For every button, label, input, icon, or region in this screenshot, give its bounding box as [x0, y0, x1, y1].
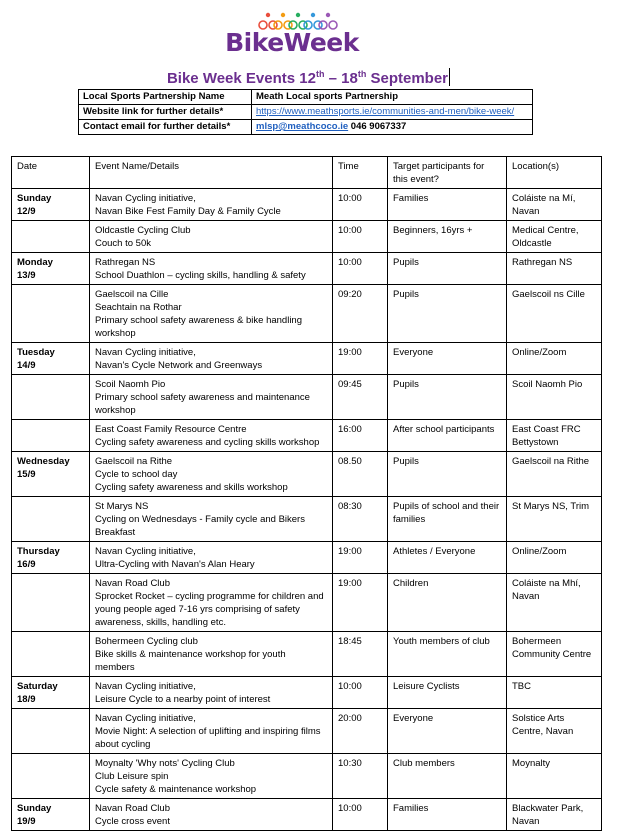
event-time-cell — [333, 221, 388, 253]
event-details-line: Couch to 50k — [95, 238, 151, 249]
event-details-cell — [90, 632, 333, 677]
event-location-line: Online/Zoom — [512, 347, 567, 358]
event-time-cell — [333, 452, 388, 497]
event-details-cell — [90, 574, 333, 632]
event-location-cell — [507, 497, 602, 542]
event-date-line: 16/9 — [17, 559, 36, 570]
event-target-cell — [388, 221, 507, 253]
event-details-line: Primary school safety awareness & bike handling workshop — [95, 315, 302, 339]
event-details-line: Navan Cycling initiative, — [95, 347, 196, 358]
event-location-line: St Marys NS, Trim — [512, 501, 590, 512]
event-location-line: Navan — [512, 591, 540, 602]
event-time-cell — [333, 497, 388, 542]
event-date-cell — [12, 754, 90, 799]
event-details-cell — [90, 253, 333, 285]
event-location-cell — [507, 574, 602, 632]
event-location-line: Blackwater Park, — [512, 803, 584, 814]
event-target: Beginners, 16yrs + — [393, 225, 473, 236]
event-time: 09:45 — [338, 379, 362, 390]
event-details-line: Primary school safety awareness and maintenance workshop — [95, 392, 310, 416]
event-time: 08.50 — [338, 456, 362, 467]
event-target-cell — [388, 632, 507, 677]
event-details-line: Leisure Cycle to a nearby point of interest — [95, 694, 271, 705]
event-time: 10:30 — [338, 758, 362, 769]
header-target: Target participants for this event? — [388, 157, 507, 189]
event-date-line: 12/9 — [17, 206, 36, 217]
event-time: 08:30 — [338, 501, 362, 512]
event-time-cell — [333, 253, 388, 285]
event-details-line: Sprocket Rocket – cycling programme for children and young people aged 7-16 yrs comprising of safety awareness, skills, handling etc. — [95, 591, 324, 628]
event-target-cell — [388, 343, 507, 375]
event-location-cell — [507, 420, 602, 452]
event-target: Athletes / Everyone — [393, 546, 476, 557]
event-target: Pupils of school and their families — [393, 501, 500, 525]
event-location-cell — [507, 285, 602, 343]
event-date-line: 15/9 — [17, 469, 36, 480]
table-row — [12, 343, 602, 375]
table-row — [12, 189, 602, 221]
event-details-cell — [90, 677, 333, 709]
event-details-line: Bohermeen Cycling club — [95, 636, 198, 647]
event-location-cell — [507, 343, 602, 375]
event-details-line: Navan Cycling initiative, — [95, 546, 196, 557]
event-date-cell — [12, 189, 90, 221]
event-target-cell — [388, 189, 507, 221]
event-time-cell — [333, 709, 388, 754]
event-location-line: Navan — [512, 816, 540, 827]
header-time: Time — [333, 157, 388, 189]
event-details-line: Gaelscoil na Cille — [95, 289, 169, 300]
event-target: Pupils — [393, 257, 419, 268]
event-details-line: Cycle cross event — [95, 816, 170, 827]
header-date: Date — [12, 157, 90, 189]
header-location: Location(s) — [507, 157, 602, 189]
event-target-cell — [388, 253, 507, 285]
event-details-line: Gaelscoil na Rithe — [95, 456, 173, 467]
event-details-cell — [90, 497, 333, 542]
event-target-cell — [388, 285, 507, 343]
info-row-name — [79, 90, 533, 105]
header-event: Event Name/Details — [90, 157, 333, 189]
event-target: Everyone — [393, 713, 434, 724]
event-location-cell — [507, 221, 602, 253]
event-time: 19:00 — [338, 546, 362, 557]
event-time: 19:00 — [338, 347, 362, 358]
event-date-cell — [12, 709, 90, 754]
event-time: 19:00 — [338, 578, 362, 589]
event-date-line: Sunday — [17, 803, 52, 814]
event-details-line: Navan Bike Fest Family Day & Family Cycle — [95, 206, 281, 217]
event-date-cell — [12, 632, 90, 677]
event-details-cell — [90, 221, 333, 253]
event-target-cell — [388, 375, 507, 420]
event-date-line: Wednesday — [17, 456, 70, 467]
event-time-cell — [333, 189, 388, 221]
event-target-cell — [388, 452, 507, 497]
event-location-line: Solstice Arts Centre, Navan — [512, 713, 574, 737]
text-cursor — [449, 68, 450, 86]
logo-wordmark: BikeWeek — [225, 28, 359, 57]
event-location-cell — [507, 542, 602, 574]
event-target: Leisure Cyclists — [393, 681, 460, 692]
event-details-cell — [90, 420, 333, 452]
event-time-cell — [333, 574, 388, 632]
event-location-cell — [507, 452, 602, 497]
event-details-line: Navan Cycling initiative, — [95, 193, 196, 204]
event-time: 18:45 — [338, 636, 362, 647]
table-row — [12, 375, 602, 420]
event-location-line: Bohermeen Community Centre — [512, 636, 592, 660]
event-location-line: Bettystown — [512, 437, 559, 448]
event-details-cell — [90, 285, 333, 343]
event-target: After school participants — [393, 424, 495, 435]
event-details-line: East Coast Family Resource Centre — [95, 424, 247, 435]
event-time: 10:00 — [338, 225, 362, 236]
event-location-line: Gaelscoil ns Cille — [512, 289, 585, 300]
event-date-line: 14/9 — [17, 360, 36, 371]
event-details-line: Cycling safety awareness and skills workshop — [95, 482, 288, 493]
event-target: Pupils — [393, 289, 419, 300]
event-details-line: Navan Cycling initiative, — [95, 713, 196, 724]
event-target: Children — [393, 578, 429, 589]
event-time-cell — [333, 542, 388, 574]
event-details-line: Rathregan NS — [95, 257, 156, 268]
event-target: Youth members of club — [393, 636, 490, 647]
table-row — [12, 677, 602, 709]
table-row — [12, 285, 602, 343]
event-location-line: Online/Zoom — [512, 546, 567, 557]
table-row — [12, 497, 602, 542]
event-location-cell — [507, 253, 602, 285]
event-details-line: Seachtain na Rothar — [95, 302, 182, 313]
event-date-cell — [12, 677, 90, 709]
event-target: Families — [393, 193, 429, 204]
event-target-cell — [388, 677, 507, 709]
event-time-cell — [333, 285, 388, 343]
event-details-cell — [90, 343, 333, 375]
event-details-line: Cycle safety & maintenance workshop — [95, 784, 257, 795]
event-target: Pupils — [393, 456, 419, 467]
event-date-cell — [12, 542, 90, 574]
info-row-contact — [79, 120, 533, 135]
event-details-line: Ultra-Cycling with Navan's Alan Heary — [95, 559, 255, 570]
table-row — [12, 253, 602, 285]
event-location-cell — [507, 632, 602, 677]
event-details-line: Cycling on Wednesdays - Family cycle and Bikers Breakfast — [95, 514, 305, 538]
event-location-cell — [507, 189, 602, 221]
event-date-line: 19/9 — [17, 816, 36, 827]
event-time: 10:00 — [338, 803, 362, 814]
event-location-line: Scoil Naomh Pio — [512, 379, 583, 390]
partnership-name: Meath Local sports Partnership — [252, 90, 533, 105]
website-link[interactable]: https://www.meathsports.ie/communities-and-men/bike-week/ — [256, 106, 515, 117]
event-details-cell — [90, 452, 333, 497]
event-location-line: Coláiste na Mí, — [512, 193, 576, 204]
event-date-cell — [12, 497, 90, 542]
table-row — [12, 221, 602, 253]
event-target-cell — [388, 542, 507, 574]
event-time-cell — [333, 632, 388, 677]
event-details-line: Scoil Naomh Pio — [95, 379, 166, 390]
event-location-cell — [507, 709, 602, 754]
contact-phone: 046 9067337 — [348, 121, 407, 132]
event-location-line: Oldcastle — [512, 238, 552, 249]
info-label: Contact email for further details* — [79, 120, 252, 135]
event-time-cell — [333, 677, 388, 709]
event-date-line: 13/9 — [17, 270, 36, 281]
event-location-line: TBC — [512, 681, 531, 692]
event-target-cell — [388, 497, 507, 542]
event-location-cell — [507, 754, 602, 799]
event-location-line: East Coast FRC — [512, 424, 581, 435]
event-date-line: Sunday — [17, 193, 52, 204]
event-date-cell — [12, 221, 90, 253]
event-location-line: Medical Centre, — [512, 225, 579, 236]
event-date-line: Monday — [17, 257, 53, 268]
events-header-row — [12, 157, 602, 189]
event-time: 09:20 — [338, 289, 362, 300]
event-details-line: Navan's Cycle Network and Greenways — [95, 360, 263, 371]
event-time-cell — [333, 375, 388, 420]
event-time: 16:00 — [338, 424, 362, 435]
table-row — [12, 709, 602, 754]
event-details-line: Moynalty 'Why nots' Cycling Club — [95, 758, 235, 769]
event-time-cell — [333, 420, 388, 452]
event-details-line: Cycling safety awareness and cycling skills workshop — [95, 437, 320, 448]
event-time: 10:00 — [338, 257, 362, 268]
event-date-cell — [12, 285, 90, 343]
event-time: 10:00 — [338, 681, 362, 692]
table-row — [12, 420, 602, 452]
event-target: Pupils — [393, 379, 419, 390]
event-target: Everyone — [393, 347, 434, 358]
table-row — [12, 632, 602, 677]
event-target: Families — [393, 803, 429, 814]
info-label: Local Sports Partnership Name — [79, 90, 252, 105]
event-details-line: Movie Night: A selection of uplifting and inspiring films about cycling — [95, 726, 321, 750]
event-location-line: Coláiste na Mhí, — [512, 578, 581, 589]
event-location-cell — [507, 375, 602, 420]
page-title: Bike Week Events 12th – 18th September — [166, 69, 449, 87]
event-date-cell — [12, 420, 90, 452]
event-details-cell — [90, 754, 333, 799]
event-details-line: Club Leisure spin — [95, 771, 169, 782]
info-row-website — [79, 105, 533, 120]
event-details-cell — [90, 189, 333, 221]
event-date-cell — [12, 253, 90, 285]
event-date-cell — [12, 574, 90, 632]
table-row — [12, 452, 602, 497]
events-table — [11, 156, 602, 831]
event-time-cell — [333, 754, 388, 799]
event-location-line: Moynalty — [512, 758, 551, 769]
event-time-cell — [333, 343, 388, 375]
event-target-cell — [388, 709, 507, 754]
event-time: 10:00 — [338, 193, 362, 204]
event-details-line: Cycle to school day — [95, 469, 178, 480]
event-date-line: Thursday — [17, 546, 60, 557]
event-details-cell — [90, 375, 333, 420]
event-location-line: Gaelscoil na Rithe — [512, 456, 590, 467]
event-location-line: Rathregan NS — [512, 257, 573, 268]
event-target-cell — [388, 574, 507, 632]
event-location-line: Navan — [512, 206, 540, 217]
event-target: Club members — [393, 758, 455, 769]
event-details-cell — [90, 709, 333, 754]
event-details-line: Navan Road Club — [95, 578, 170, 589]
event-location-cell — [507, 677, 602, 709]
event-details-line: Oldcastle Cycling Club — [95, 225, 191, 236]
event-date-line: Saturday — [17, 681, 58, 692]
table-row — [12, 542, 602, 574]
event-target-cell — [388, 420, 507, 452]
event-date-line: Tuesday — [17, 347, 55, 358]
event-details-line: Navan Cycling initiative, — [95, 681, 196, 692]
event-date-cell — [12, 343, 90, 375]
event-time: 20:00 — [338, 713, 362, 724]
event-details-line: Bike skills & maintenance workshop for youth members — [95, 649, 286, 673]
info-label: Website link for further details* — [79, 105, 252, 120]
event-details-cell — [90, 542, 333, 574]
table-row — [12, 574, 602, 632]
event-date-cell — [12, 452, 90, 497]
event-target-cell — [388, 754, 507, 799]
event-date-cell — [12, 375, 90, 420]
event-details-line: School Duathlon – cycling skills, handling & safety — [95, 270, 306, 281]
event-details-line: St Marys NS — [95, 501, 149, 512]
bikeweek-logo — [224, 12, 360, 56]
contact-email-link[interactable]: mlsp@meathcoco.ie — [256, 121, 349, 132]
partnership-info-table — [78, 89, 533, 135]
table-row — [12, 754, 602, 799]
event-details-line: Navan Road Club — [95, 803, 170, 814]
event-date-line: 18/9 — [17, 694, 36, 705]
